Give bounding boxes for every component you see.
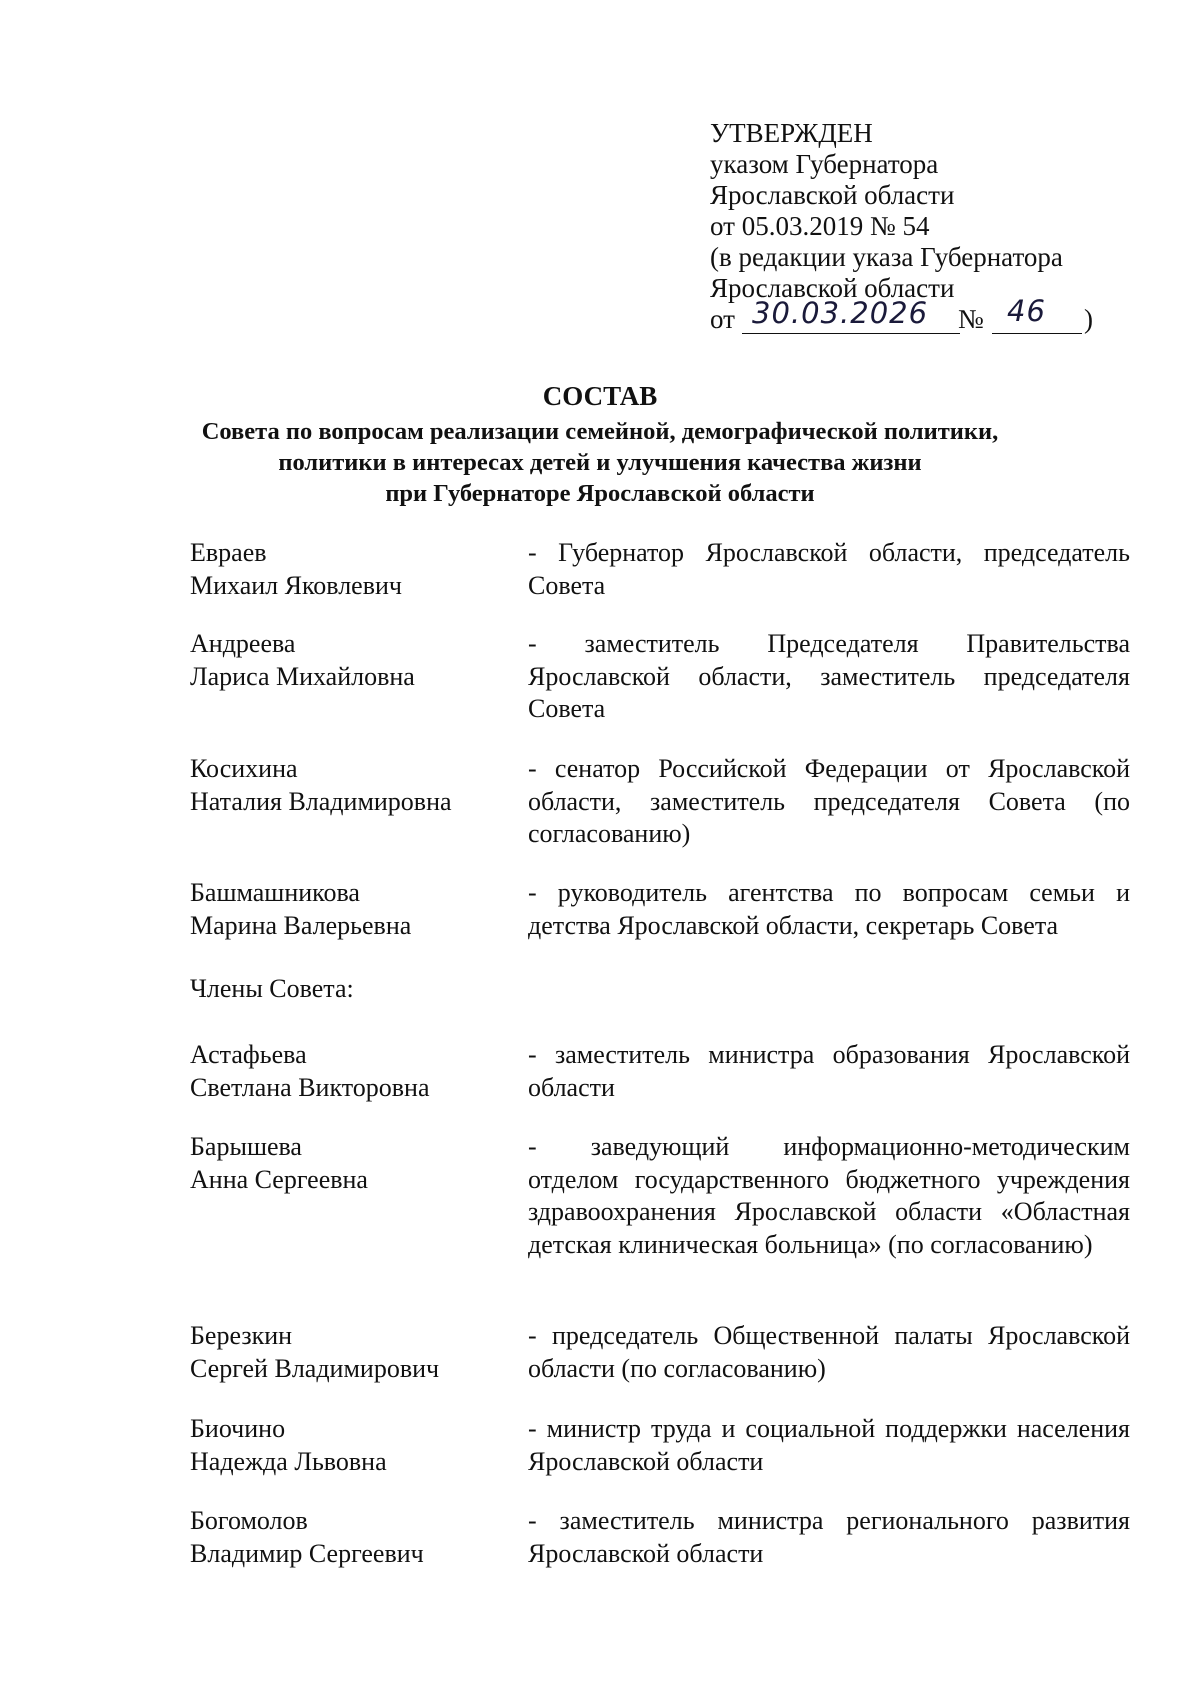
person-surname: Астафьева	[190, 1040, 307, 1069]
person-surname: Богомолов	[190, 1506, 308, 1535]
close-paren: )	[1084, 304, 1093, 334]
person-role: - председатель Общественной палаты Ярославской области (по согласованию)	[528, 1321, 1130, 1383]
person-role: - заведующий информационно-методическим отделом государственного бюджетного учреждения здравоохранения Ярославской области «Областная детская клиническая больница» (по согласованию)	[528, 1132, 1130, 1259]
date-underline	[742, 333, 960, 334]
document-title: СОСТАВ	[542, 381, 658, 411]
person-surname: Евраев	[190, 538, 267, 567]
person-name	[190, 1131, 490, 1196]
approval-line-date-number: от 05.03.2019 № 54	[710, 211, 930, 241]
approval-line-region: Ярославской области	[710, 180, 955, 210]
person-name	[190, 753, 490, 818]
person-given-names: Надежда Львовна	[190, 1446, 387, 1476]
document-title-block	[100, 380, 1100, 509]
person-surname: Косихина	[190, 754, 298, 783]
person-given-names: Светлана Викторовна	[190, 1072, 430, 1102]
person-role: - заместитель министра регионального развития Ярославской области	[528, 1506, 1130, 1568]
document-subtitle-line-1: Совета по вопросам реализации семейной, демографической политики,	[201, 418, 999, 445]
person-surname: Андреева	[190, 629, 296, 658]
person-role: - руководитель агентства по вопросам семьи и детства Ярославской области, секретарь Совета	[528, 878, 1130, 940]
person-role: - сенатор Российской Федерации от Ярославской области, заместитель председателя Совета (по согласованию)	[528, 754, 1130, 848]
approval-line-approved: УТВЕРЖДЕН	[710, 118, 873, 148]
handwritten-number: 46	[1007, 294, 1046, 328]
person-name	[190, 1039, 490, 1104]
document-subtitle-line-2: политики в интересах детей и улучшения качества жизни	[278, 449, 922, 476]
person-name	[190, 1505, 490, 1570]
person-role: - министр труда и социальной поддержки населения Ярославской области	[528, 1414, 1130, 1476]
person-surname: Барышева	[190, 1132, 302, 1161]
approval-line-region-2: Ярославской области	[710, 273, 955, 303]
person-surname: Башмашникова	[190, 878, 360, 907]
person-role: - Губернатор Ярославской области, председатель Совета	[528, 538, 1130, 600]
person-name	[190, 1413, 490, 1478]
person-name	[190, 1320, 490, 1385]
approval-line-decree: указом Губернатора	[710, 149, 939, 179]
number-underline	[992, 333, 1082, 334]
document-subtitle-line-3: при Губернаторе Ярославской области	[385, 480, 815, 507]
person-name	[190, 628, 490, 693]
person-given-names: Марина Валерьевна	[190, 910, 412, 940]
person-name	[190, 537, 490, 602]
person-role: - заместитель министра образования Ярославской области	[528, 1040, 1130, 1102]
approval-line-revision: (в редакции указа Губернатора	[710, 242, 1063, 272]
person-given-names: Анна Сергеевна	[190, 1164, 368, 1194]
approval-stamp-block	[710, 118, 1093, 335]
person-given-names: Сергей Владимирович	[190, 1353, 440, 1383]
person-surname: Биочино	[190, 1414, 286, 1443]
person-role: - заместитель Председателя Правительства Ярославской области, заместитель председателя Совета	[528, 629, 1130, 723]
person-surname: Березкин	[190, 1321, 293, 1350]
members-heading: Члены Совета:	[190, 974, 354, 1003]
person-given-names: Михаил Яковлевич	[190, 570, 402, 600]
number-prefix: №	[958, 304, 984, 334]
person-given-names: Владимир Сергеевич	[190, 1538, 424, 1568]
person-given-names: Лариса Михайловна	[190, 661, 415, 691]
handwritten-date: 30.03.2026	[752, 296, 929, 330]
approval-handwritten-line	[710, 294, 1093, 335]
person-name	[190, 877, 490, 942]
person-given-names: Наталия Владимировна	[190, 786, 452, 816]
date-prefix: от	[710, 304, 735, 334]
